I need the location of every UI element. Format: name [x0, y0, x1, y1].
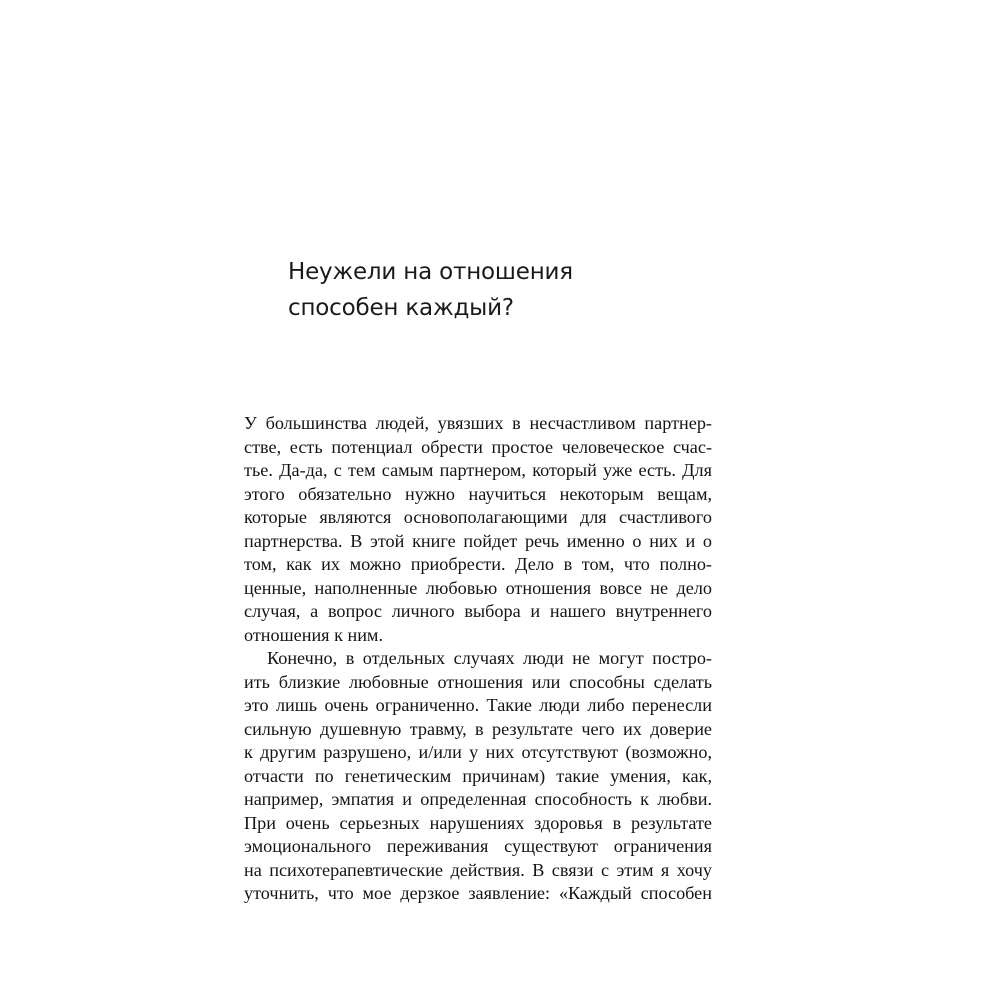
chapter-heading-line: способен каждый?	[288, 295, 514, 321]
paragraph-1	[244, 412, 712, 647]
text-line: ить близкие любовные отношения или способны сделать	[244, 671, 712, 692]
text-line: отчасти по генетическим причинам) такие умения, как,	[244, 765, 712, 786]
text-line: это лишь очень ограниченно. Такие люди либо перенесли	[244, 695, 712, 715]
text-line: к другим разрушено, и/или у них отсутствуют (возможно,	[244, 742, 712, 762]
text-line: которые являются основополагающими для счастливого	[244, 507, 712, 527]
text-line: эмоционального переживания существуют ограничения	[244, 836, 712, 856]
text-line: партнерства. В этой книге пойдет речь именно о них и о	[244, 530, 712, 551]
text-line: ценные, наполненные любовью отношения вовсе не дело	[244, 577, 712, 598]
body-text	[244, 412, 712, 906]
chapter-heading	[288, 254, 718, 326]
text-line: сильную душевную травму, в результате чего их доверие	[244, 718, 712, 739]
text-line: стве, есть потенциал обрести простое человеческое счас-	[244, 436, 712, 457]
text-line: уточнить, что мое дерзкое заявление: «Каждый способен	[244, 883, 712, 903]
text-line: случая, а вопрос личного выбора и нашего внутреннего	[244, 601, 712, 621]
text-line: например, эмпатия и определенная способность к любви.	[244, 789, 712, 809]
chapter-heading-line: Неужели на отношения	[288, 259, 573, 285]
text-line: тье. Да-да, с тем самым партнером, который уже есть. Для	[244, 460, 712, 480]
text-line: на психотерапевтические действия. В связи с этим я хочу	[244, 859, 712, 880]
paragraph-2	[244, 647, 712, 906]
text-line: У большинства людей, увязших в несчастливом партнер-	[244, 413, 712, 433]
text-line: Конечно, в отдельных случаях люди не могут постро-	[267, 648, 712, 668]
text-line: отношения к ним.	[244, 624, 383, 645]
text-line: При очень серьезных нарушениях здоровья в результате	[244, 812, 712, 833]
text-line: этого обязательно нужно научиться некоторым вещам,	[244, 483, 712, 504]
text-line: том, как их можно приобрести. Дело в том, что полно-	[244, 554, 712, 574]
